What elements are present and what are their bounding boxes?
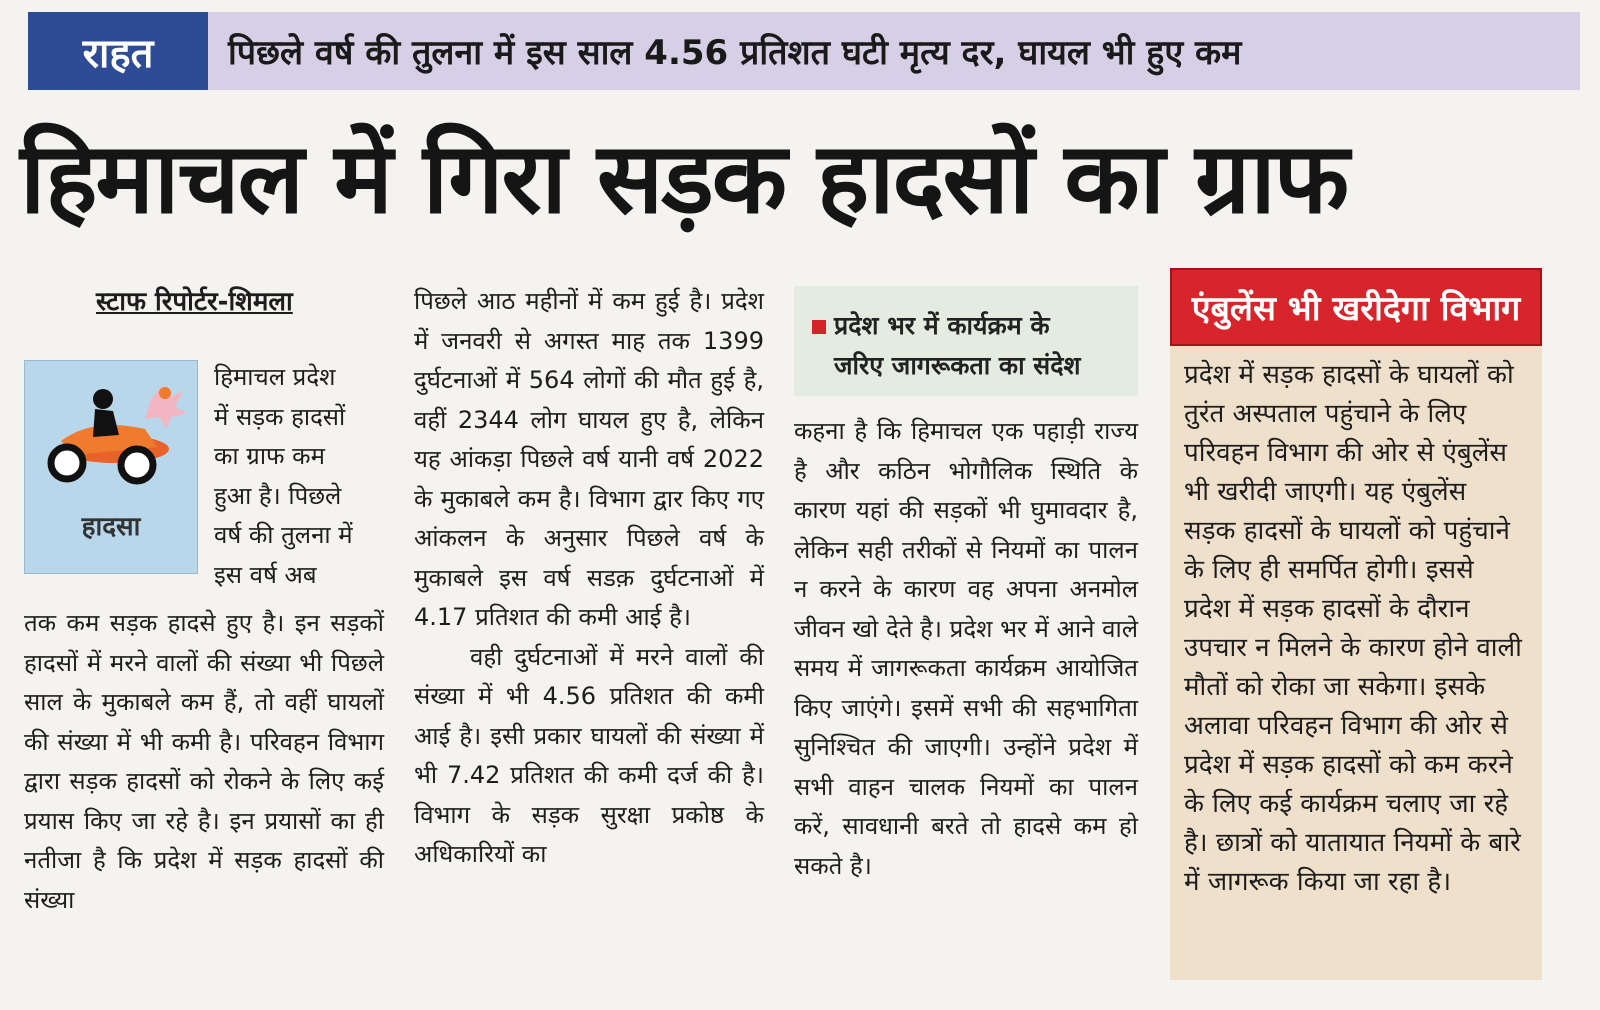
main-headline: हिमाचल में गिरा सड़क हादसों का ग्राफ [20, 122, 1348, 236]
accident-icon [33, 377, 189, 487]
col2-para2: वही दुर्घटनाओं में मरने वालों की संख्या में भी 4.56 प्रतिशत की कमी आई है। इसी प्रकार घायलों की संख्या में भी 7.42 प्रतिशत की कमी दर्ज की है। विभाग के सड़क सुरक्षा प्रकोष्ठ के अधिकारियों का [414, 642, 764, 868]
bullet-square-icon [812, 320, 826, 334]
category-tag: राहत [28, 12, 208, 90]
col1-line: इस वर्ष अब [214, 560, 317, 589]
subhead-line2: जरिए जागरूकता का संदेश [834, 351, 1081, 380]
col2-para1: पिछले आठ महीनों में कम हुई है। प्रदेश में जनवरी से अगस्त माह तक 1399 दुर्घटनाओं में 564 लोगों की मौत हुई है, वहीं 2344 लोग घायल हुए है, लेकिन यह आंकड़ा पिछले वर्ष यानी वर्ष 2022 के मुकाबले कम है। विभाग द्वार किए गए आंकलन के अनुसार पिछले वर्ष के मुकाबले इस वर्ष सडक़ दुर्घटनाओं में 4.17 प्रतिशत की कमी आई है। [414, 287, 764, 631]
col1-line: का ग्राफ कम [214, 442, 325, 470]
strap-headline: पिछले वर्ष की तुलना में इस साल 4.56 प्रतिशत घटी मृत्य दर, घायल भी हुए कम [228, 33, 1242, 73]
col1-line: हिमाचल प्रदेश [214, 363, 336, 391]
col1-line: में सड़क हादसों [214, 402, 346, 431]
sidebar-body [1184, 356, 1524, 902]
column1-beside-icon [214, 358, 384, 595]
top-strap [28, 12, 1580, 90]
column1-body [24, 604, 384, 920]
subhead-box [794, 286, 1138, 396]
column2-body [414, 282, 764, 875]
sidebar-para: प्रदेश में सड़क हादसों के घायलों को तुरंत अस्पताल पहुंचाने के लिए परिवहन विभाग की ओर से एंबुलेंस भी खरीदी जाएगी। यह एंबुलेंस सड़क हादसों के घायलों को पहुंचाने के लिए ही समर्पित होगी। इससे प्रदेश में सड़क हादसों के दौरान उपचार न मिलने के कारण होने वाली मौतों को रोका जा सकेगा। इसके अलावा परिवहन विभाग की ओर से प्रदेश में सड़क हादसों को कम करने के लिए कई कार्यक्रम चलाए जा रहे है। छात्रों को यातायात नियमों के बारे में जागरूक किया जा रहा है। [1184, 360, 1522, 897]
sidebar-heading: एंबुलेंस भी खरीदेगा विभाग [1170, 268, 1542, 346]
subhead-line1: प्रदेश भर में कार्यक्रम के [834, 311, 1050, 340]
byline: स्टाफ रिपोर्टर-शिमला [96, 287, 293, 317]
column3-body [794, 412, 1138, 886]
col3-para: कहना है कि हिमाचल एक पहाड़ी राज्य है और कठिन भोगौलिक स्थिति के कारण यहां की सड़कों भी घुमावदार है, लेकिन सही तरीकों से नियमों का पालन न करने के कारण वह अपना अनमोल जीवन खो देते है। प्रदेश भर में आने वाले समय में जागरूकता कार्यक्रम आयोजित किए जाएंगे। इसमें सभी की सहभागिता सुनिश्चित की जाएगी। उन्होंने प्रदेश में सभी वाहन चालक नियमों का पालन करें, सावधानी बरते तो हादसे कम हो सकते है। [794, 417, 1138, 880]
icon-caption: हादसा [81, 512, 141, 542]
col1-continuation: तक कम सड़क हादसे हुए है। इन सड़कों हादसों में मरने वालों की संख्या भी पिछले साल के मुकाबले कम हैं, तो वहीं घायलों की संख्या में भी कमी है। परिवहन विभाग द्वारा सड़क हादसों को रोकने के लिए कई प्रयास किए जा रहे है। इन प्रयासों का ही नतीजा है कि प्रदेश में सड़क हादसों की संख्या [24, 609, 384, 914]
col1-line: वर्ष की तुलना में [214, 521, 353, 549]
subhead-text [834, 306, 1081, 386]
accident-icon-box [24, 360, 198, 574]
col1-line: हुआ है। पिछले [214, 481, 342, 510]
